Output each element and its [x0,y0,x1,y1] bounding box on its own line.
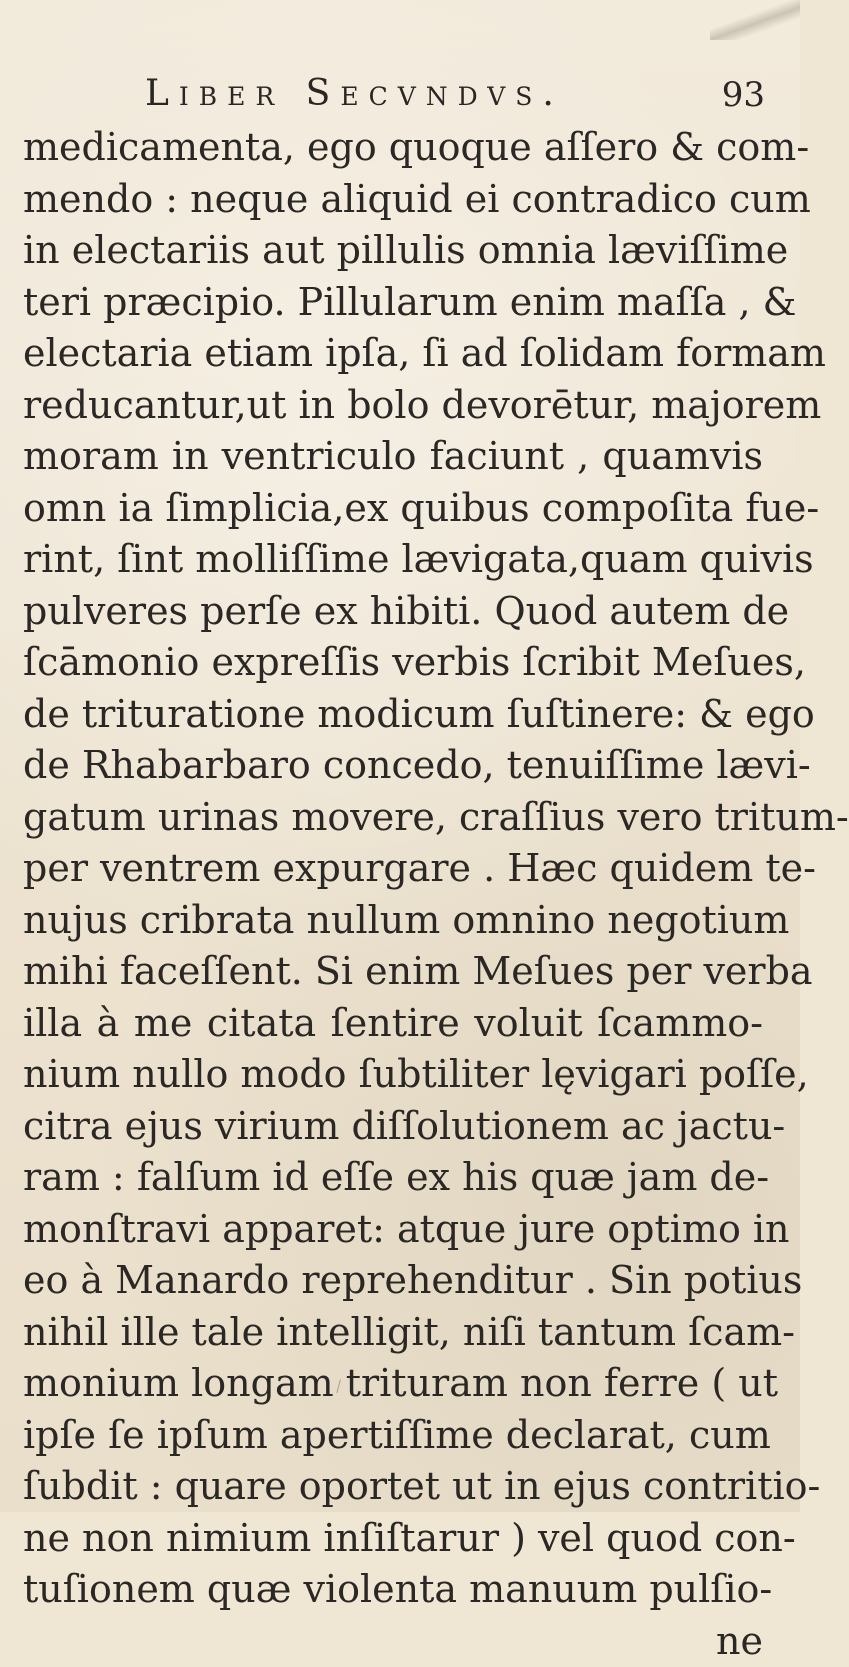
text-line: gatum urinas movere, craſſius vero tritum- [23,792,763,844]
text-line: reducantur,ut in bolo devorētur, majorem [23,380,763,432]
text-line: citra ejus virium diſſolutionem ac jactu- [23,1101,763,1153]
text-line: medicamenta, ego quoque aſſero & com- [23,122,763,174]
text-line: ram : falſum id eſſe ex his quæ jam de- [23,1152,763,1204]
text-line: moram in ventriculo faciunt , quamvis [23,431,763,483]
running-header [145,73,765,123]
text-line: tuſionem quæ violenta manuum pulſio- [23,1564,763,1616]
text-line: pulveres perſe ex hibiti. Quod autem de [23,586,763,638]
text-line: mihi faceſſent. Si enim Meſues per verba [23,946,763,998]
text-line: ne non nimium inſiſtarur ) vel quod con- [23,1513,763,1565]
text-line: electaria etiam ipſa, ſi ad ſolidam formam [23,328,763,380]
text-line: illa à me citata ſentire voluit ſcammo- [23,998,763,1050]
text-line: teri præcipio. Pillularum enim maſſa , & [23,277,763,329]
text-line: ſcāmonio expreſſis verbis ſcribit Meſues, [23,637,763,689]
text-line: ſubdit : quare oportet ut in ejus contritio- [23,1461,763,1513]
text-line: mendo : neque aliquid ei contradico cum [23,174,763,226]
text-line: nium nullo modo ſubtiliter lęvigari poſſe, [23,1049,763,1101]
text-line: ipſe ſe ipſum apertiſſime declarat, cum [23,1410,763,1462]
text-line: per ventrem expurgare . Hæc quidem te- [23,843,763,895]
text-line: omn ia ſimplicia,ex quibus compoſita fue- [23,483,763,535]
text-line: de Rhabarbaro concedo, tenuiſſime lævi- [23,740,763,792]
text-line: de trituratione modicum ſuſtinere: & ego [23,689,763,741]
catchword: ne [23,1616,763,1667]
text-line: in electariis aut pillulis omnia læviſſime [23,225,763,277]
text-line: nihil ille tale intelligit, niſi tantum ſcam- [23,1307,763,1359]
text-line: monium longam trituram non ferre ( ut [23,1358,763,1410]
page-number: 93 [722,75,765,115]
header-title: Liber Secvndvs. [145,73,564,114]
text-line: rint, ſint molliſſime lævigata,quam quivis [23,534,763,586]
body-text [23,122,763,1482]
text-line: eo à Manardo reprehenditur . Sin potius [23,1255,763,1307]
text-line: nujus cribrata nullum omnino negotium [23,895,763,947]
text-line: monſtravi apparet: atque jure optimo in [23,1204,763,1256]
page-corner-shadow [710,0,800,40]
